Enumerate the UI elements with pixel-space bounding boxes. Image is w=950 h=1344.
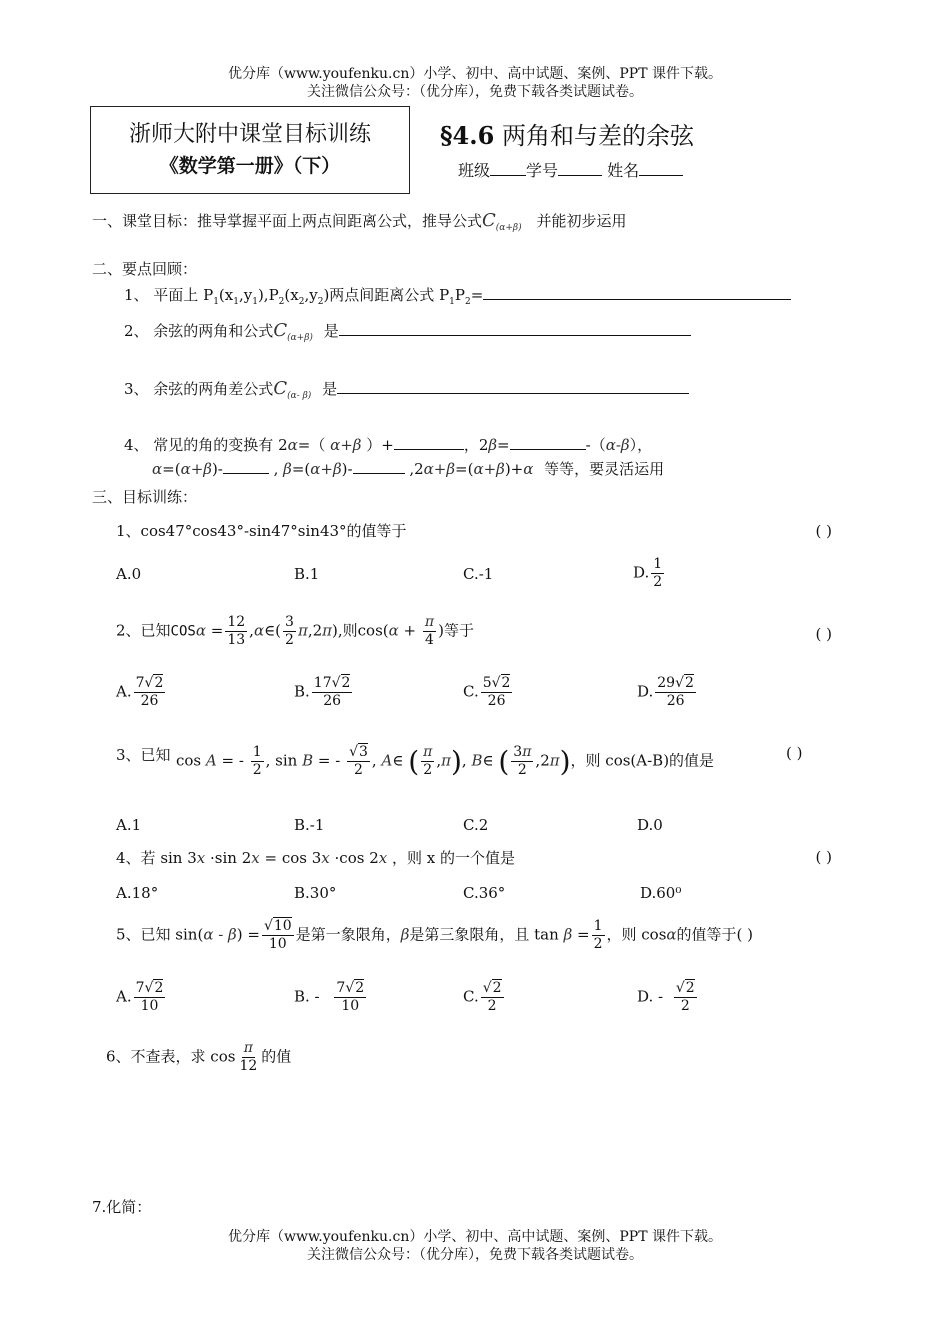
number-label: 学号 bbox=[526, 161, 559, 180]
question-3-label: 3、已知 bbox=[116, 746, 171, 764]
q2-option-c[interactable]: C. $\frac{5√2}{26}$ bbox=[463, 675, 511, 709]
question-7: 7.化简： bbox=[92, 1198, 152, 1216]
number-blank[interactable] bbox=[558, 161, 602, 176]
section-1: 一、课堂目标：推导掌握平面上两点间距离公式，推导公式$C_{(\alpha+\beta)}$ 并能初步运用 bbox=[92, 210, 627, 233]
class-blank[interactable] bbox=[490, 161, 526, 176]
q5-option-a[interactable]: A. $\frac{7√2}{10}$ bbox=[116, 980, 164, 1014]
school-title: 浙师大附中课堂目标训练 bbox=[128, 122, 371, 147]
q3-option-b[interactable]: B.-1 bbox=[294, 816, 325, 834]
answer-paren-1[interactable]: ( ) bbox=[815, 522, 832, 540]
recall-item-4-line-1: 4、 常见的角的变换有 2α=（ α+β ）+ ，2β= -（α-β）， bbox=[124, 436, 653, 454]
q3-option-c[interactable]: C.2 bbox=[463, 816, 489, 834]
section-1-text: 一、课堂目标：推导掌握平面上两点间距离公式，推导公式 bbox=[92, 212, 483, 230]
recall-item-3: 3、 余弦的两角差公式$C_{(\alpha- \beta)}$ 是 bbox=[124, 378, 689, 401]
q1-option-c[interactable]: C.-1 bbox=[463, 565, 494, 583]
answer-paren-3[interactable]: ( ) bbox=[786, 744, 803, 762]
q2-option-a[interactable]: A. $\frac{7√2}{26}$ bbox=[116, 675, 164, 709]
section-3-heading: 三、目标训练： bbox=[92, 488, 198, 506]
section-1-tail: 并能初步运用 bbox=[536, 212, 627, 230]
section-number: §4.6 bbox=[440, 121, 495, 150]
recall-item-1: 1、 平面上 $P_1(x_1,y_1),P_2(x_2,y_2)$两点间距离公式 $P_1P_2=$ bbox=[124, 284, 791, 307]
class-label: 班级 bbox=[458, 161, 491, 180]
q5-option-c[interactable]: C. $\frac{√2}{2}$ bbox=[463, 980, 502, 1014]
book-title: 《数学第一册》（下） bbox=[159, 155, 341, 177]
q4-option-d[interactable]: D.60⁰ bbox=[640, 884, 682, 902]
angle-blank-4[interactable] bbox=[353, 459, 405, 474]
lesson-name: 两角和与差的余弦 bbox=[501, 122, 694, 150]
question-4: 4、若 sin 3x ·sin 2x = cos 3x ·cos 2x ，则 x 的一个值是 bbox=[116, 849, 515, 867]
answer-paren-2[interactable]: ( ) bbox=[815, 625, 832, 643]
header-line-1: 优分库（www.youfenku.cn）小学、初中、高中试题、案例、PPT 课件下载。 bbox=[227, 66, 722, 82]
sum-formula-blank[interactable] bbox=[339, 321, 691, 336]
q3-option-a[interactable]: A.1 bbox=[116, 816, 142, 834]
question-5: 5、已知 sin(α - β) = $\frac{√10}{10}$ 是第一象限角，β是第三象限角，且 tan β = $\frac{1}{2}$ ，则 cosα的值等于( ) bbox=[116, 918, 754, 952]
footer-line-2: 关注微信公众号：（优分库），免费下载各类试题试卷。 bbox=[307, 1247, 643, 1263]
q5-option-b[interactable]: B. - $\frac{7√2}{10}$ bbox=[294, 980, 365, 1014]
question-1: 1、cos47°cos43°-sin47°sin43°的值等于 bbox=[116, 522, 407, 540]
angle-blank-2[interactable] bbox=[510, 435, 586, 450]
name-label: 姓名 bbox=[607, 161, 640, 180]
q2-option-b[interactable]: B. $\frac{17√2}{26}$ bbox=[294, 675, 351, 709]
header-line-2: 关注微信公众号：（优分库），免费下载各类试题试卷。 bbox=[307, 84, 643, 100]
q5-option-d[interactable]: D. - $\frac{√2}{2}$ bbox=[637, 980, 695, 1014]
q4-option-b[interactable]: B.30° bbox=[294, 884, 337, 902]
angle-blank-3[interactable] bbox=[223, 459, 269, 474]
q4-option-c[interactable]: C.36° bbox=[463, 884, 506, 902]
recall-item-2: 2、 余弦的两角和公式$C_{(\alpha+\beta)}$ 是 bbox=[124, 320, 691, 343]
recall-item-4-line-2: α=(α+β)- , β=(α+β)- ,2α+β=(α+β)+α 等等，要灵活运用 bbox=[152, 460, 665, 478]
name-blank[interactable] bbox=[639, 161, 683, 176]
distance-formula-blank[interactable] bbox=[483, 285, 791, 300]
q3-option-d[interactable]: D.0 bbox=[637, 816, 663, 834]
question-2: 2、已知COSα = $\frac{12}{13}$ ,α∈( $\frac{3}{2}$ π,2π),则cos(α + $\frac{\pi}{4}$ )等于 bbox=[116, 614, 474, 648]
q1-option-d[interactable]: D. $\frac{1}{2}$ bbox=[633, 556, 663, 590]
angle-blank-1[interactable] bbox=[394, 435, 464, 450]
q4-option-a[interactable]: A.18° bbox=[116, 884, 159, 902]
q1-option-b[interactable]: B.1 bbox=[294, 565, 320, 583]
diff-formula-blank[interactable] bbox=[337, 379, 689, 394]
answer-paren-4[interactable]: ( ) bbox=[815, 848, 832, 866]
question-6: 6、不查表，求 cos $\frac{\pi}{12}$ 的值 bbox=[106, 1040, 292, 1074]
q1-option-a[interactable]: A.0 bbox=[116, 565, 142, 583]
question-3-formula: cos A = - $\frac{1}{2}$ , sin B = - $\frac{√3}{2}$ , A∈ ( $\frac{\pi}{2}$ ,π), B∈ ( $\frac{3\pi}{2}$ ,2π)，则 cos(A-B)的值是 bbox=[176, 744, 715, 778]
lesson-title bbox=[440, 116, 694, 151]
q2-option-d[interactable]: D. $\frac{29√2}{26}$ bbox=[637, 675, 694, 709]
footer-line-1: 优分库（www.youfenku.cn）小学、初中、高中试题、案例、PPT 课件下载。 bbox=[227, 1229, 722, 1245]
section-2-heading: 二、要点回顾： bbox=[92, 260, 198, 278]
student-info bbox=[458, 158, 683, 181]
title-box bbox=[90, 106, 410, 194]
